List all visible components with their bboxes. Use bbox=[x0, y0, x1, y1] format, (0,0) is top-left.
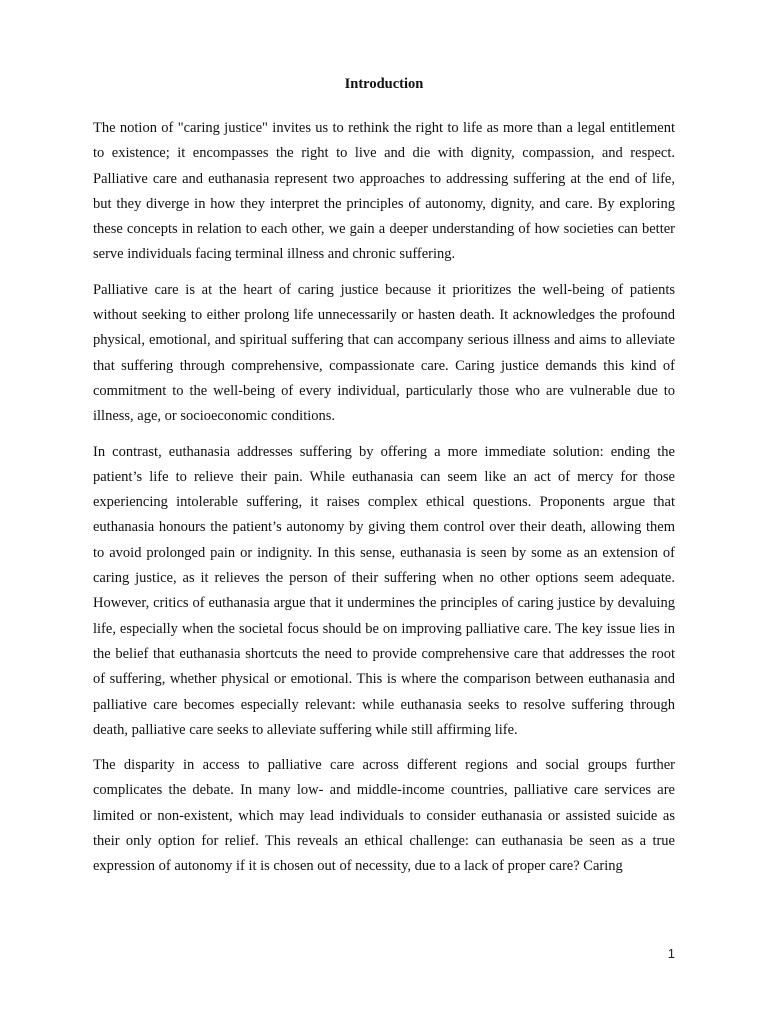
paragraph-4: The disparity in access to palliative care across different regions and social groups further complicates the debate. In many low- and middle-income countries, palliative care services are limited or non-existent, which may lead individuals to consider euthanasia or assisted suicide as their only option for relief. This reveals an ethical challenge: can euthanasia be seen as a true expression of autonomy if it is chosen out of necessity, due to a lack of proper care? Caring bbox=[93, 757, 675, 875]
page-number: 1 bbox=[667, 946, 675, 961]
section-heading: Introduction bbox=[344, 76, 424, 92]
page-body bbox=[93, 74, 675, 890]
paragraph-1: The notion of "caring justice" invites us to rethink the right to life as more than a legal entitlement to existence; it encompasses the right to live and die with dignity, compassion, and respect. Palliative care and euthanasia represent two approaches to addressing suffering at the end of life, but they diverge in how they interpret the principles of autonomy, dignity, and care. By exploring these concepts in relation to each other, we gain a deeper understanding of how societies can better serve individuals facing terminal illness and chronic suffering. bbox=[93, 120, 675, 263]
paragraph-2: Palliative care is at the heart of caring justice because it prioritizes the well-being of patients without seeking to either prolong life unnecessarily or hasten death. It acknowledges the profound physical, emotional, and spiritual suffering that can accompany serious illness and aims to alleviate that suffering through comprehensive, compassionate care. Caring justice demands this kind of commitment to the well-being of every individual, particularly those who are vulnerable due to illness, age, or socioeconomic conditions. bbox=[93, 281, 675, 425]
paragraph-3: In contrast, euthanasia addresses suffering by offering a more immediate solution: ending the patient’s life to relieve their pain. While euthanasia can seem like an act of mercy for those experiencing intolerable suffering, it raises complex ethical questions. Proponents argue that euthanasia honours the patient’s autonomy by giving them control over their death, allowing them to avoid prolonged pain or indignity. In this sense, euthanasia is seen by some as an extension of caring justice, as it relieves the person of their suffering when no other options seem adequate. However, critics of euthanasia argue that it undermines the principles of caring justice by devaluing life, especially when the societal focus should be on improving palliative care. The key issue lies in the belief that euthanasia shortcuts the need to provide comprehensive care that addresses the root of suffering, whether physical or emotional. This is where the comparison between euthanasia and palliative care becomes especially relevant: while euthanasia seeks to resolve suffering through death, palliative care seeks to alleviate suffering while still affirming life. bbox=[93, 443, 675, 738]
